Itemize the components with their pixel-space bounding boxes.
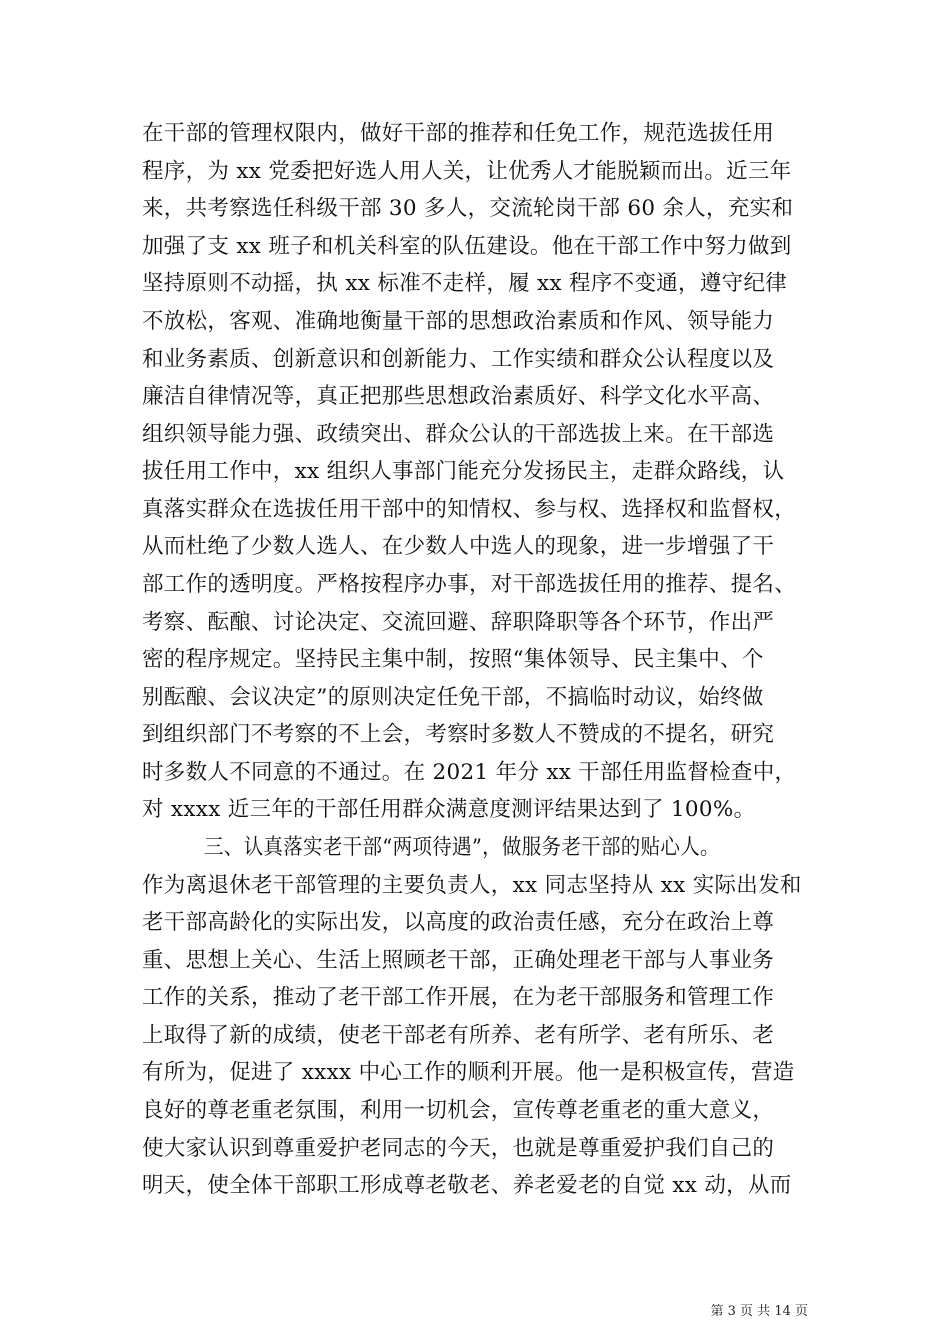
body-text-line: 到组织部门不考察的不上会，考察时多数人不赞成的不提名，研究 bbox=[142, 722, 775, 747]
body-text-line: 来，共考察选任科级干部 30 多人，交流轮岗干部 60 余人，充实和 bbox=[142, 196, 794, 221]
body-text-line: 作为离退休老干部管理的主要负责人，xx 同志坚持从 xx 实际出发和 bbox=[142, 873, 802, 898]
body-text-line: 明天，使全体干部职工形成尊老敬老、养老爱老的自觉 xx 动，从而 bbox=[142, 1173, 792, 1198]
body-text-line: 工作的关系，推动了老干部工作开展，在为老干部服务和管理工作 bbox=[142, 985, 775, 1010]
page-number-footer: 第 3 页 共 14 页 bbox=[710, 1304, 808, 1319]
body-text-line: 老干部高龄化的实际出发，以高度的政治责任感，充分在政治上尊 bbox=[142, 910, 775, 935]
body-text-line: 加强了支 xx 班子和机关科室的队伍建设。他在干部工作中努力做到 bbox=[142, 234, 792, 259]
body-text-line: 坚持原则不动摇，执 xx 标准不走样，履 xx 程序不变通，遵守纪律 bbox=[142, 271, 788, 296]
body-text-line: 对 xxxx 近三年的干部任用群众满意度测评结果达到了 100%。 bbox=[142, 797, 756, 822]
body-text-line: 真落实群众在选拔任用干部中的知情权、参与权、选择权和监督权， bbox=[142, 497, 797, 522]
body-text-line: 拔任用工作中，xx 组织人事部门能充分发扬民主，走群众路线，认 bbox=[142, 459, 785, 484]
body-text-line: 不放松，客观、准确地衡量干部的思想政治素质和作风、领导能力 bbox=[142, 309, 775, 334]
body-text-line: 考察、酝酿、讨论决定、交流回避、辞职降职等各个环节，作出严 bbox=[142, 610, 775, 635]
section-heading: 三、认真落实老干部“两项待遇”，做服务老干部的贴心人。 bbox=[204, 835, 720, 860]
body-text-line: 别酝酿、会议决定”的原则决定任免干部，不搞临时动议，始终做 bbox=[142, 685, 764, 710]
body-text-line: 有所为，促进了 xxxx 中心工作的顺利开展。他一是积极宣传，营造 bbox=[142, 1060, 795, 1085]
body-text-line: 廉洁自律情况等，真正把那些思想政治素质好、科学文化水平高、 bbox=[142, 384, 775, 409]
body-text-line: 时多数人不同意的不通过。在 2021 年分 xx 干部任用监督检查中， bbox=[142, 760, 797, 785]
body-text-line: 在干部的管理权限内，做好干部的推荐和任免工作，规范选拔任用 bbox=[142, 121, 775, 146]
body-text-line: 程序，为 xx 党委把好选人用人关，让优秀人才能脱颖而出。近三年 bbox=[142, 159, 792, 184]
body-text-line: 组织领导能力强、政绩突出、群众公认的干部选拔上来。在干部选 bbox=[142, 422, 775, 447]
body-text-line: 上取得了新的成绩，使老干部老有所养、老有所学、老有所乐、老 bbox=[142, 1023, 775, 1048]
body-text-line: 和业务素质、创新意识和创新能力、工作实绩和群众公认程度以及 bbox=[142, 347, 775, 372]
body-text-line: 使大家认识到尊重爱护老同志的今天，也就是尊重爱护我们自己的 bbox=[142, 1136, 775, 1161]
body-text-line: 重、思想上关心、生活上照顾老干部，正确处理老干部与人事业务 bbox=[142, 948, 775, 973]
body-text-line: 从而杜绝了少数人选人、在少数人中选人的现象，进一步增强了干 bbox=[142, 534, 775, 559]
body-text-line: 密的程序规定。坚持民主集中制，按照“集体领导、民主集中、个 bbox=[142, 647, 764, 672]
body-text-line: 良好的尊老重老氛围，利用一切机会，宣传尊老重老的重大意义， bbox=[142, 1098, 775, 1123]
body-text-line: 部工作的透明度。严格按程序办事，对干部选拔任用的推荐、提名、 bbox=[142, 572, 797, 597]
